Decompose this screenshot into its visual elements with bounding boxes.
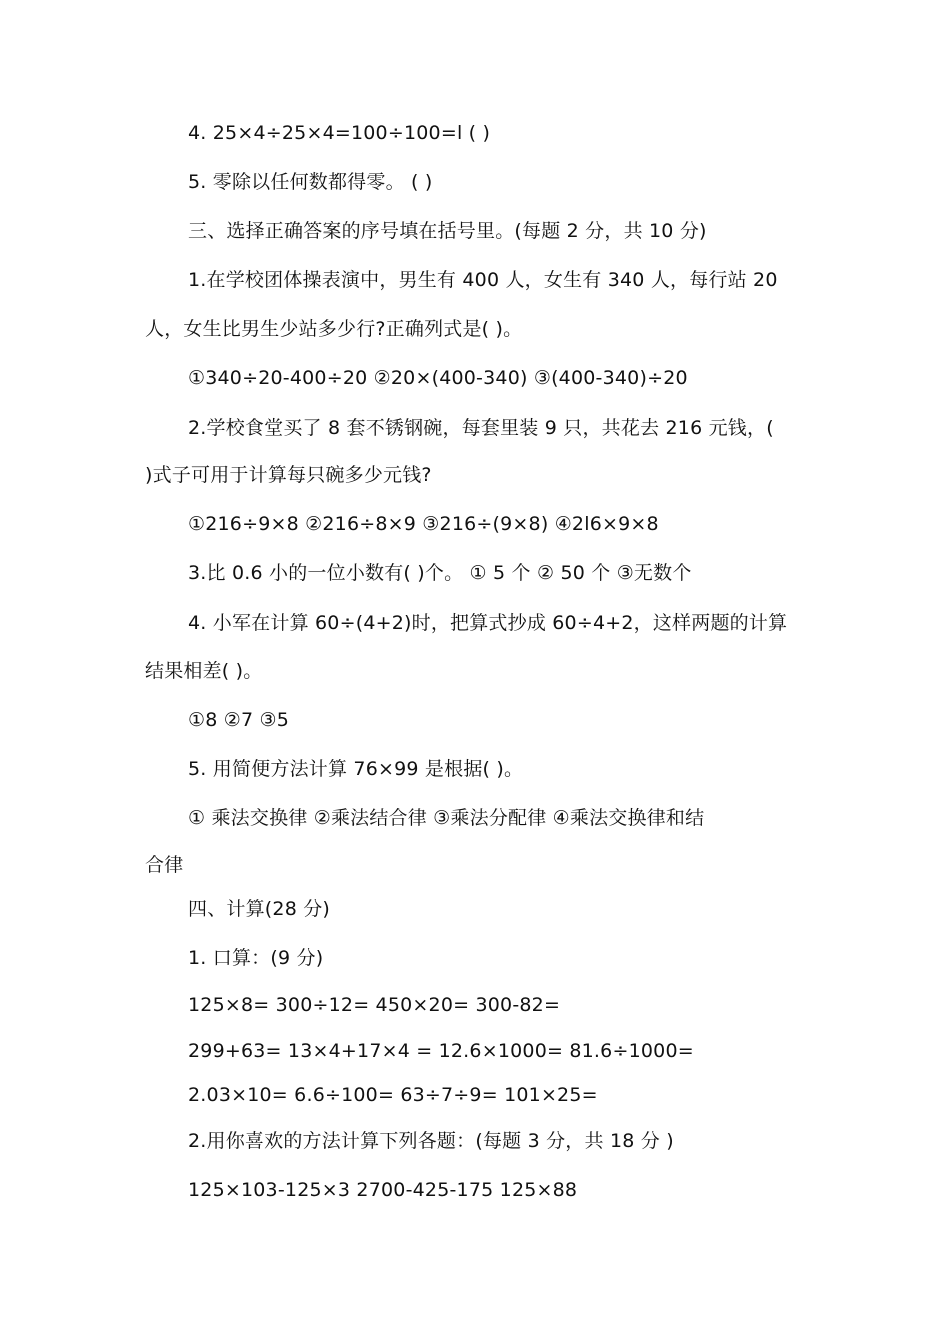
oral-calc-heading: 1. 口算：(9 分) (188, 947, 324, 969)
choice-q4-line2: 结果相差( )。 (145, 660, 263, 682)
choice-q3: 3.比 0.6 小的一位小数有( )个。 ① 5 个 ② 50 个 ③无数个 (188, 562, 692, 584)
oral-calc-row-1: 125×8= 300÷12= 450×20= 300-82= (188, 994, 561, 1016)
calc-row-1: 125×103-125×3 2700-425-175 125×88 (188, 1179, 578, 1201)
choice-q5: 5. 用简便方法计算 76×99 是根据( )。 (188, 758, 524, 780)
choice-q5-options-line2: 合律 (145, 854, 184, 876)
choice-q5-options-line1: ① 乘法交换律 ②乘法结合律 ③乘法分配律 ④乘法交换律和结 (188, 807, 705, 829)
choice-q4-line1: 4. 小军在计算 60÷(4+2)时，把算式抄成 60÷4+2，这样两题的计算 (188, 612, 788, 634)
choice-q1-options: ①340÷20-400÷20 ②20×(400-340) ③(400-340)÷20 (188, 367, 688, 389)
section-3-heading: 三、选择正确答案的序号填在括号里。(每题 2 分，共 10 分) (188, 220, 707, 242)
choice-q1-line2: 人，女生比男生少站多少行?正确列式是( )。 (145, 318, 523, 340)
choice-q2-line1: 2.学校食堂买了 8 套不锈钢碗，每套里装 9 只，共花去 216 元钱，( (188, 417, 774, 439)
oral-calc-row-2: 299+63= 13×4+17×4 = 12.6×1000= 81.6÷1000= (188, 1040, 694, 1062)
choice-q1-line1: 1.在学校团体操表演中，男生有 400 人，女生有 340 人，每行站 20 (188, 269, 778, 291)
judge-item-4: 4. 25×4÷25×4=100÷100=l ( ) (188, 122, 491, 144)
judge-item-5: 5. 零除以任何数都得零。 ( ) (188, 171, 433, 193)
oral-calc-row-3: 2.03×10= 6.6÷100= 63÷7÷9= 101×25= (188, 1084, 598, 1106)
choice-q4-options: ①8 ②7 ③5 (188, 709, 290, 731)
choice-q2-line2: )式子可用于计算每只碗多少元钱? (145, 464, 432, 486)
section-4-heading: 四、计算(28 分) (188, 898, 331, 920)
calc-heading: 2.用你喜欢的方法计算下列各题：(每题 3 分，共 18 分 ) (188, 1130, 674, 1152)
choice-q2-options: ①216÷9×8 ②216÷8×9 ③216÷(9×8) ④2l6×9×8 (188, 513, 659, 535)
